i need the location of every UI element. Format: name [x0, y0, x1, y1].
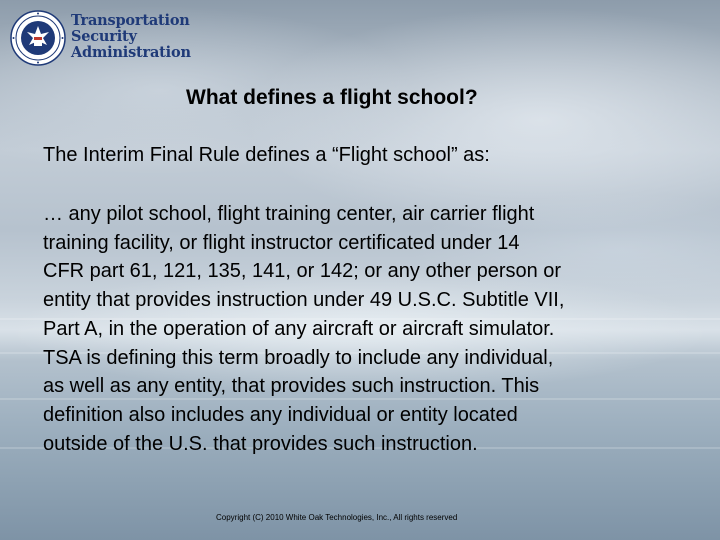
agency-name-line: Transportation [71, 12, 190, 29]
agency-name-line: Security [71, 28, 137, 45]
definition-line: CFR part 61, 121, 135, 141, or 142; or any other person or [43, 260, 562, 283]
copyright-footer: Copyright (C) 2010 White Oak Technologies, Inc., All rights reserved [216, 513, 458, 522]
dhs-seal-icon [10, 10, 66, 66]
definition-line: outside of the U.S. that provides such instruction. [43, 432, 478, 455]
definition-line: definition also includes any individual or entity located [43, 403, 518, 426]
definition-line: … any pilot school, flight training center, air carrier flight [43, 203, 535, 225]
slide-title: What defines a flight school? [186, 86, 478, 109]
intro-text: The Interim Final Rule defines a “Flight school” as: [43, 144, 490, 166]
tsa-logo [10, 10, 191, 68]
agency-name [71, 13, 191, 61]
definition-line: as well as any entity, that provides such instruction. This [43, 375, 540, 398]
definition-text [43, 200, 683, 458]
agency-name-line: Administration [71, 44, 191, 61]
definition-line: Part A, in the operation of any aircraft or aircraft simulator. [43, 317, 555, 340]
definition-line: entity that provides instruction under 49 U.S.C. Subtitle VII, [43, 289, 565, 312]
definition-line: training facility, or flight instructor certificated under 14 [43, 231, 520, 254]
definition-line: TSA is defining this term broadly to include any individual, [43, 346, 554, 369]
